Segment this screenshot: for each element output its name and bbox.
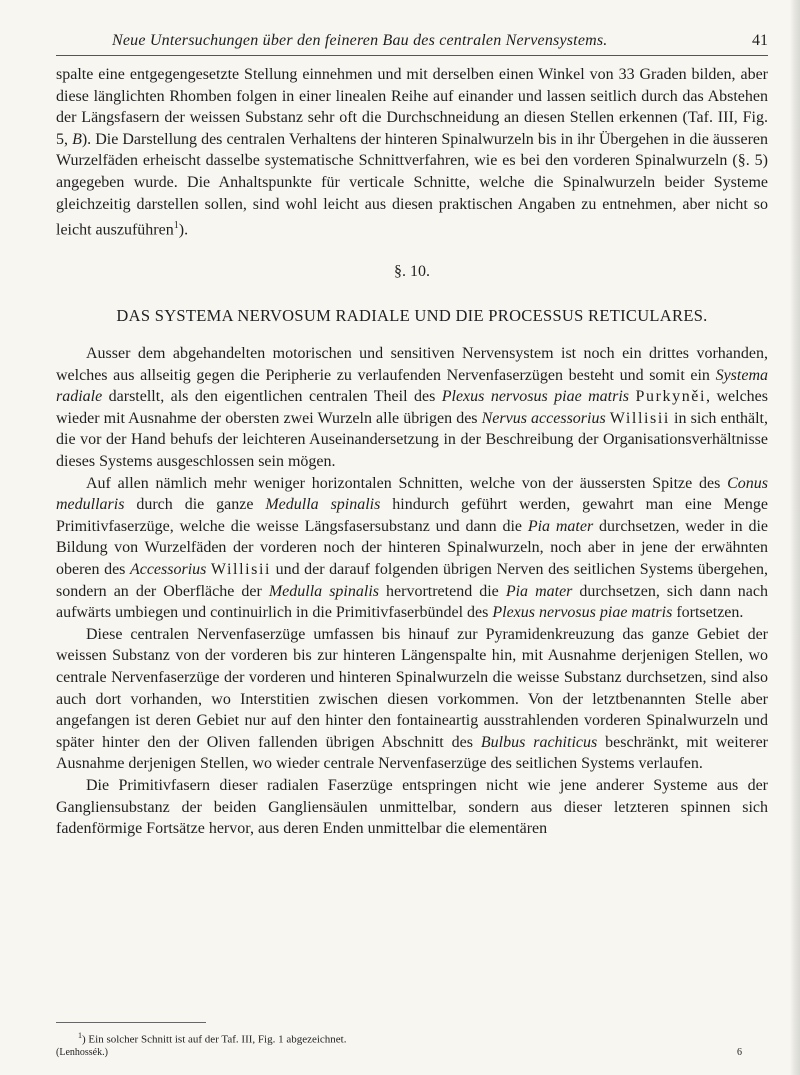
paragraph-3 [56,473,768,624]
text-run: beschränkt, mit weiterer Ausnahme derjenigen Stellen, wo wieder centrale Nervenfaserzüge des seitlichen Systems verlaufen. [56,733,769,773]
text-run: ). [178,221,189,239]
footnote-area [56,1022,768,1047]
text-run: hervortretend die [378,582,506,600]
text-run: und der darauf folgenden übrigen Nerven des seitlichen Systems übergehen, sondern an der Oberfläche der [56,561,769,600]
page-header [56,30,768,54]
paragraph-4 [56,624,768,775]
signature-number: 6 [737,1047,742,1058]
footnote-reference: 1 [173,220,179,232]
spaced-author-name: Willisii [609,409,670,427]
footnote [78,1029,768,1047]
italic-term: Conus medullaris [56,474,768,514]
spaced-author-name: Willisii [210,561,272,579]
text-run: , welches wieder mit Ausnahme der obersten zwei Wurzeln alle übrigen des [56,388,769,427]
text-run: durch die ganze [124,496,266,514]
paragraph-2 [56,343,768,473]
footnote-text: ) Ein solcher Schnitt ist auf der Taf. III, Fig. 1 abgezeichnet. [82,1033,347,1046]
text-run: Auf allen nämlich mehr weniger horizontalen Schnitten, welche von der äussersten Spitze des [86,474,728,492]
paragraph-1 [56,64,768,241]
italic-term: Pia mater [527,517,594,535]
paragraph-5: Die Primitivfasern dieser radialen Faserzüge entspringen nicht wie jene anderer Systeme aus der Gangliensubstanz der beiden Gangliensäulen unmittelbar, sondern aus dieser letzteren spinnen sich fadenförmige Fortsätze hervor, aus deren Enden unmittelbar die elementären [56,776,768,838]
signature-line [56,1047,768,1063]
text-run: fortsetzen. [672,604,744,622]
text-run: hindurch geführt werden, gewahrt man eine Menge Primitivfaserzüge, welche die weisse Längsfasersubstanz und dann die [56,496,768,535]
footnote-rule [56,1022,206,1023]
signature-author: (Lenhossék.) [56,1047,108,1058]
italic-term: Bulbus rachiticus [480,733,598,751]
italic-term: Accessorius [129,561,207,579]
spaced-author-name: Purkyněi [635,388,707,406]
italic-term: Systema radiale [56,366,768,406]
section-title: DAS SYSTEMA NERVOSUM RADIALE UND DIE PROCESSUS RETICULARES. [116,306,708,326]
italic-term: Pia mater [505,582,573,600]
header-rule [56,55,768,56]
italic-term: Plexus nervosus piae matris [441,388,630,406]
text-run: spalte eine entgegengesetzte Stellung einnehmen und mit derselben einen Winkel von 33 Graden bilden, aber diese länglichten Rhomben folgen in einer linealen Reihe auf einander und lassen seitlich durch das Abstehen der Längsfasern der weissen Substanz sehr oft die Durchschneidung an diesen Stellen erkennen (Taf. III, Fig. 5, [56,66,768,148]
italic-term: Medulla spinalis [268,582,379,600]
footnote-mark: 1 [78,1031,82,1040]
page-number: 41 [752,32,768,49]
text-run: durchsetzen, weder in die Bildung von Wurzelfäden der vorderen noch der hinteren Spinalwurzeln, noch aber in jene der erwähnten oberen des [56,517,769,579]
page-body [56,64,768,840]
text-run: ). Die Darstellung des centralen Verhaltens der hinteren Spinalwurzeln bis in ihr Übergehen in die äusseren Wurzelfäden erheischt dasselbe systematische Schnittverfahren, wie es bei den vorderen Spinalwurzeln (§. 5) angegeben wurde. Die Anhaltspunkte für verticale Schnitte, welche die Spinalwurzeln beider Systeme gleichzeitig darstellen sollen, sind wohl leicht aus diesen praktischen Angaben zu entnehmen, aber nicht so leicht auszuführen [56,130,769,239]
text-run: darstellt, als den eigentlichen centralen Theil des [102,388,442,406]
italic-figure-label: B [72,130,82,148]
page-edge-shadow [790,0,800,1075]
text-run: durchsetzen, sich dann nach aufwärts umbiegen und continuirlich in die Primitivfaserbündel des [56,582,768,622]
text-run: in sich enthält, die vor der Hand behufs der leichteren Auseinandersetzung in der Beschreibung der Organisationsverhältnisse dieses Systems ausgeschlossen sein mögen. [56,409,769,471]
text-run: Diese centralen Nervenfaserzüge umfassen bis hinauf zur Pyramidenkreuzung das ganze Gebiet der weissen Substanz von der vorderen bis zur hinteren Längenspalte hin, mit Ausnahme derjenigen Stellen, wo centrale Nervenfaserzüge der vorderen und hinteren Spinalwurzeln die weisse Substanz durchsetzen, sind also auch dort vorhanden, wo Interstitien zwischen diesen vorkommen. Von der letztbenannten Stelle aber angefangen ist deren Gebiet nur auf den hinter den fontaineartig ausstrahlenden vorderen Spinalwurzeln und später hinter den der Oliven fallenden übrigen Abschnitt des [56,625,768,751]
italic-term: Nervus accessorius [481,409,606,427]
text-run: Ausser dem abgehandelten motorischen und sensitiven Nervensystem ist noch ein drittes vorhanden, welches aus allseitig gegen die Peripherie zu verlaufenden Nervenfaserzügen besteht und somit ein [56,345,768,384]
section-number: §. 10. [394,263,430,281]
italic-term: Medulla spinalis [265,496,381,514]
running-title: Neue Untersuchungen über den feineren Bau des centralen Nervensystems. [112,32,608,49]
italic-term: Plexus nervosus piae matris [492,604,673,622]
